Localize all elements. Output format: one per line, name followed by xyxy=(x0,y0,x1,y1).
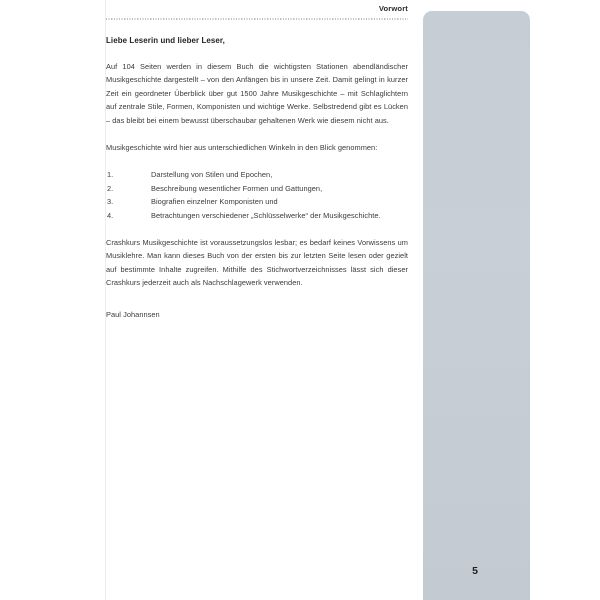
list-item xyxy=(106,195,408,208)
list-item-label: Darstellung von Stilen und Epochen, xyxy=(151,170,273,180)
page-content xyxy=(106,36,408,328)
list-item-label: Biografien einzelner Komponisten und xyxy=(151,197,278,207)
list-item xyxy=(106,209,408,222)
signature-name: Paul Johannsen xyxy=(106,309,160,319)
running-head: Vorwort xyxy=(378,4,408,13)
list-item-number: 2. xyxy=(107,183,114,193)
paragraph-2: Crashkurs Musikgeschichte ist voraussetzungslos lesbar; es bedarf keines Vorwissens um Musiklehre. Man kann dieses Buch von der ersten bis zur letzten Seite lesen oder gezielt auf bestimmte Inhalte zugreifen. Mithilfe des Stichwortverzeichnisses lässt sich dieser Crashkurs jederzeit auch als Nachschlagewerk verwenden. xyxy=(106,238,408,288)
list-item-number: 1. xyxy=(107,170,114,180)
list-item xyxy=(106,182,408,195)
list-intro-line: Musikgeschichte wird hier aus unterschiedlichen Winkeln in den Blick genommen: xyxy=(106,143,378,153)
salutation: Liebe Leserin und lieber Leser, xyxy=(106,36,225,45)
paragraph-1: Auf 104 Seiten werden in diesem Buch die wichtigsten Stationen abendländischer Musikgeschichte dargestellt – von den Anfängen bis in unsere Zeit. Damit gelingt in kurzer Zeit ein geordneter Überblick über gut 1500 Jahre Musikgeschichte – mit Schlaglichtern auf zentrale Stile, Formen, Komponisten und wichtige Werke. Selbstredend gibt es Lücken – das bleibt bei einem bewusst überschaubar gehaltenen Werk wie diesem nicht aus. xyxy=(106,62,408,125)
header-dotted-rule xyxy=(106,18,408,20)
list-item xyxy=(106,168,408,181)
list-item-label: Betrachtungen verschiedener „Schlüsselwerke“ der Musikgeschichte. xyxy=(151,210,381,220)
list-item-number: 3. xyxy=(107,197,114,207)
numbered-list xyxy=(106,168,408,222)
page-side-panel xyxy=(423,11,530,600)
page-number: 5 xyxy=(472,565,478,577)
page-outer-margin xyxy=(530,0,600,600)
list-item-label: Beschreibung wesentlicher Formen und Gattungen, xyxy=(151,183,323,193)
list-item-number: 4. xyxy=(107,210,114,220)
